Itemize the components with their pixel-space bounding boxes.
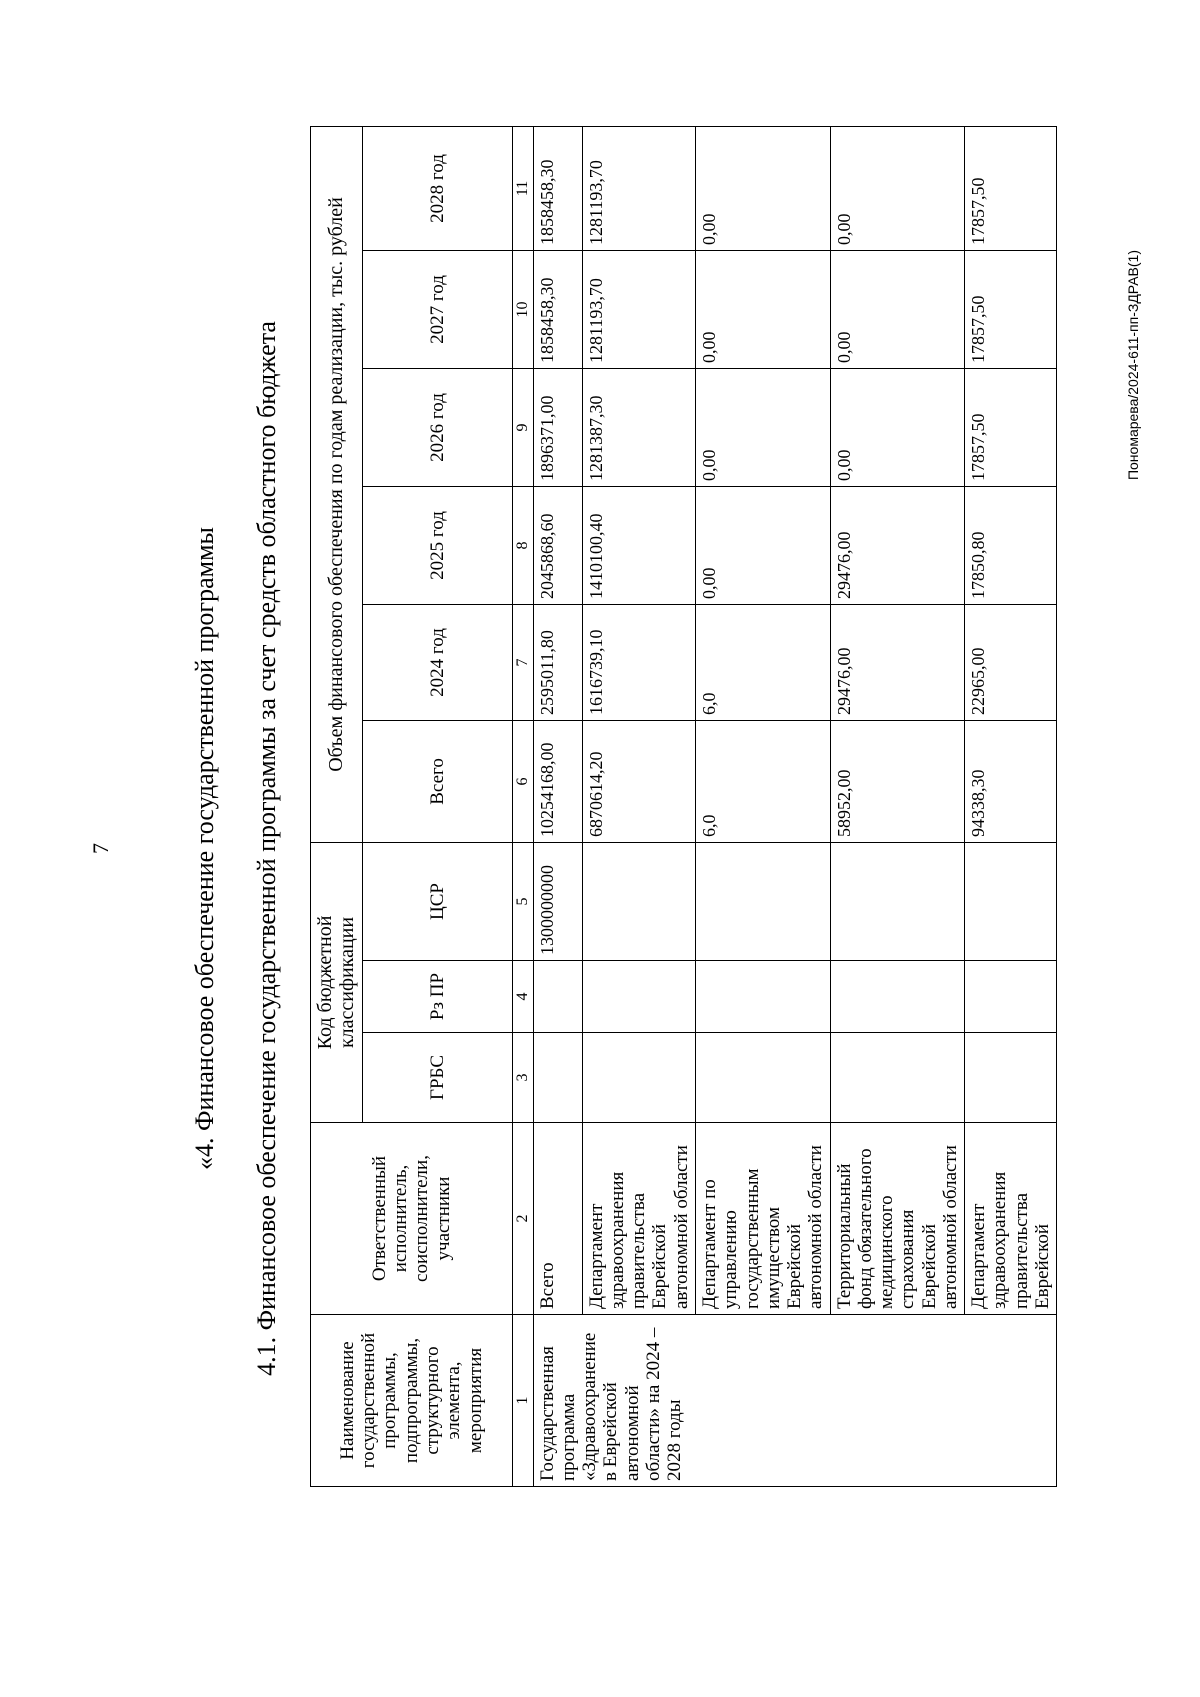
header-csr: ЦСР xyxy=(362,842,512,960)
table-row xyxy=(696,126,831,1486)
cell-rzpr xyxy=(830,961,965,1033)
table-row xyxy=(830,126,965,1486)
cell-responsible: Департамент здравоохранения правительства Еврейской xyxy=(965,1123,1057,1315)
header-row-1 xyxy=(311,126,363,1486)
cell-2026: 0,00 xyxy=(696,368,831,486)
cell-2027: 1858458,30 xyxy=(533,250,582,368)
cell-responsible: Департамент здравоохранения правительства Еврейской автономной области xyxy=(582,1123,695,1315)
cell-total: 58952,00 xyxy=(830,720,965,842)
cell-2025: 17850,80 xyxy=(965,486,1057,604)
cell-csr xyxy=(830,842,965,960)
cell-grbs xyxy=(582,1033,695,1123)
header-volume: Объем финансового обеспечения по годам реализации, тыс. рублей xyxy=(311,126,363,842)
column-number: 4 xyxy=(512,961,533,1033)
cell-2025: 0,00 xyxy=(696,486,831,604)
cell-csr xyxy=(582,842,695,960)
cell-rzpr xyxy=(696,961,831,1033)
cell-rzpr xyxy=(582,961,695,1033)
cell-csr xyxy=(696,842,831,960)
table-row xyxy=(533,126,582,1486)
page-number: 7 xyxy=(88,843,113,854)
cell-2024: 29476,00 xyxy=(830,604,965,720)
cell-rzpr xyxy=(533,961,582,1033)
cell-2028: 1858458,30 xyxy=(533,126,582,250)
cell-2026: 1281387,30 xyxy=(582,368,695,486)
cell-2026: 1896371,00 xyxy=(533,368,582,486)
column-number: 1 xyxy=(512,1315,533,1487)
cell-2024: 22965,00 xyxy=(965,604,1057,720)
cell-total: 6870614,20 xyxy=(582,720,695,842)
header-budget-code: Код бюджетной классификации xyxy=(311,842,363,1122)
cell-grbs xyxy=(965,1033,1057,1123)
cell-2024: 6,0 xyxy=(696,604,831,720)
cell-2026: 0,00 xyxy=(830,368,965,486)
column-number: 11 xyxy=(512,126,533,250)
header-2025: 2025 год xyxy=(362,486,512,604)
cell-2025: 1410100,40 xyxy=(582,486,695,604)
cell-grbs xyxy=(533,1033,582,1123)
cell-2024: 2595011,80 xyxy=(533,604,582,720)
cell-csr: 1300000000 xyxy=(533,842,582,960)
column-number: 7 xyxy=(512,604,533,720)
header-name: Наименование государственной программы, подпрограммы, структурного элемента, мероприятия xyxy=(311,1315,513,1487)
cell-2028: 0,00 xyxy=(696,126,831,250)
section-title: «4. Финансовое обеспечение государственной программы xyxy=(190,526,219,1171)
cell-2028: 0,00 xyxy=(830,126,965,250)
header-responsible: Ответственный исполнитель, соисполнители, участники xyxy=(311,1123,513,1315)
cell-total: 94338,30 xyxy=(965,720,1057,842)
cell-2025: 29476,00 xyxy=(830,486,965,604)
column-number: 6 xyxy=(512,720,533,842)
footer-document-code: Пономарева/2024-611-пп-ЗДРАВ(1) xyxy=(1125,250,1141,481)
cell-2028: 1281193,70 xyxy=(582,126,695,250)
header-total: Всего xyxy=(362,720,512,842)
header-grbs: ГРБС xyxy=(362,1033,512,1123)
column-number: 8 xyxy=(512,486,533,604)
cell-csr xyxy=(965,842,1057,960)
column-number: 3 xyxy=(512,1033,533,1123)
cell-responsible: Департамент по управлению государственным имуществом Еврейской автономной области xyxy=(696,1123,831,1315)
header-rzpr: Рз ПР xyxy=(362,961,512,1033)
column-number: 5 xyxy=(512,842,533,960)
cell-total: 6,0 xyxy=(696,720,831,842)
cell-2027: 0,00 xyxy=(830,250,965,368)
cell-responsible: Территориальный фонд обязательного медицинского страхования Еврейской автономной области xyxy=(830,1123,965,1315)
cell-rzpr xyxy=(965,961,1057,1033)
header-2024: 2024 год xyxy=(362,604,512,720)
header-2026: 2026 год xyxy=(362,368,512,486)
cell-2026: 17857,50 xyxy=(965,368,1057,486)
cell-2024: 1616739,10 xyxy=(582,604,695,720)
subsection-title: 4.1. Финансовое обеспечение государственной программы за счет средств областного бюджета xyxy=(252,321,281,1376)
header-2027: 2027 год xyxy=(362,250,512,368)
cell-2027: 1281193,70 xyxy=(582,250,695,368)
cell-2025: 2045868,60 xyxy=(533,486,582,604)
program-name: Государственная программа «Здравоохранение в Еврейской автономной области» на 2024 – 2028 годы xyxy=(533,1315,1057,1487)
column-number: 10 xyxy=(512,250,533,368)
cell-2027: 17857,50 xyxy=(965,250,1057,368)
header-2028: 2028 год xyxy=(362,126,512,250)
cell-2028: 17857,50 xyxy=(965,126,1057,250)
table-row xyxy=(965,126,1057,1486)
cell-grbs xyxy=(830,1033,965,1123)
table-row xyxy=(582,126,695,1486)
cell-grbs xyxy=(696,1033,831,1123)
cell-2027: 0,00 xyxy=(696,250,831,368)
column-number-row xyxy=(512,126,533,1486)
finance-table xyxy=(310,126,1057,1487)
cell-responsible: Всего xyxy=(533,1123,582,1315)
cell-total: 10254168,00 xyxy=(533,720,582,842)
column-number: 9 xyxy=(512,368,533,486)
column-number: 2 xyxy=(512,1123,533,1315)
